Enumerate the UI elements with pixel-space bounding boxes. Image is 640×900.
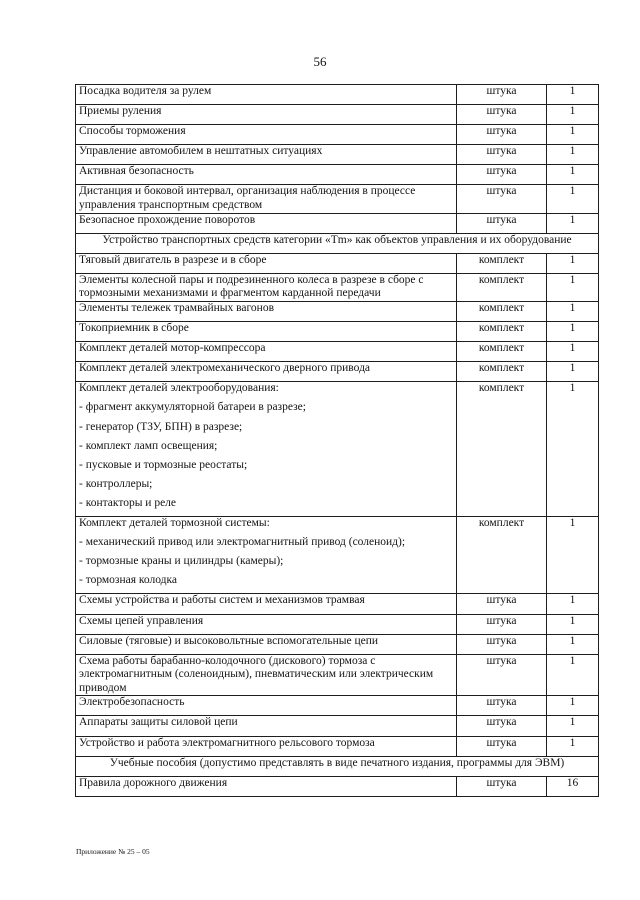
group-unit: комплект — [457, 517, 547, 537]
table-row — [76, 273, 599, 301]
empty-cell — [547, 459, 599, 478]
item-qty: 1 — [547, 696, 599, 716]
item-name: Силовые (тяговые) и высоковольтные вспомогательные цепи — [76, 634, 457, 654]
group-subitem-row — [76, 497, 599, 517]
item-qty: 1 — [547, 145, 599, 165]
table-body — [76, 85, 599, 797]
item-unit: комплект — [457, 362, 547, 382]
table-row — [76, 634, 599, 654]
item-unit: штука — [457, 213, 547, 233]
item-unit: штука — [457, 125, 547, 145]
group-subitem-row — [76, 401, 599, 420]
item-qty: 1 — [547, 125, 599, 145]
table-row — [76, 125, 599, 145]
group-subitem-row — [76, 478, 599, 497]
group-subitem: - тормозные краны и цилиндры (камеры); — [76, 555, 457, 574]
item-name: Токоприемник в сборе — [76, 322, 457, 342]
item-name: Безопасное прохождение поворотов — [76, 213, 457, 233]
empty-cell — [457, 574, 547, 594]
table-row — [76, 105, 599, 125]
table-row — [76, 253, 599, 273]
table-row — [76, 776, 599, 796]
section-header-row — [76, 756, 599, 776]
item-unit: штука — [457, 716, 547, 736]
item-name: Посадка водителя за рулем — [76, 85, 457, 105]
item-qty: 1 — [547, 273, 599, 301]
item-name: Схема работы барабанно-колодочного (дискового) тормоза с электромагнитным (соленоидным), пневматическим или электрическим приводом — [76, 654, 457, 696]
item-unit: комплект — [457, 342, 547, 362]
item-qty: 1 — [547, 736, 599, 756]
item-qty: 1 — [547, 253, 599, 273]
table-row — [76, 736, 599, 756]
group-subitem-row — [76, 440, 599, 459]
item-qty: 1 — [547, 85, 599, 105]
item-name: Управление автомобилем в нештатных ситуациях — [76, 145, 457, 165]
section-header-row — [76, 233, 599, 253]
item-unit: комплект — [457, 253, 547, 273]
page-number: 56 — [313, 54, 327, 69]
empty-cell — [457, 421, 547, 440]
group-row — [76, 517, 599, 537]
item-qty: 1 — [547, 105, 599, 125]
item-unit: комплект — [457, 302, 547, 322]
item-qty: 1 — [547, 614, 599, 634]
item-name: Способы торможения — [76, 125, 457, 145]
empty-cell — [457, 401, 547, 420]
item-name: Элементы колесной пары и подрезиненного колеса в разрезе в сборе с тормозными механизмами и фрагментом карданной передачи — [76, 273, 457, 301]
item-unit: штука — [457, 614, 547, 634]
empty-cell — [547, 478, 599, 497]
item-qty: 16 — [547, 776, 599, 796]
empty-cell — [457, 459, 547, 478]
table-row — [76, 213, 599, 233]
table-row — [76, 654, 599, 696]
item-qty: 1 — [547, 213, 599, 233]
group-subitem: - фрагмент аккумуляторной батареи в разрезе; — [76, 401, 457, 420]
empty-cell — [457, 497, 547, 517]
group-subitem-row — [76, 459, 599, 478]
group-subitem: - генератор (ТЗУ, БПН) в разрезе; — [76, 421, 457, 440]
item-unit: штука — [457, 634, 547, 654]
item-name: Комплект деталей электромеханического дверного привода — [76, 362, 457, 382]
group-subitem-row — [76, 574, 599, 594]
table-row — [76, 362, 599, 382]
item-unit: штука — [457, 105, 547, 125]
group-unit: комплект — [457, 382, 547, 402]
table-row — [76, 696, 599, 716]
table-row — [76, 614, 599, 634]
group-subitem-row — [76, 555, 599, 574]
item-qty: 1 — [547, 362, 599, 382]
group-name: Комплект деталей тормозной системы: — [76, 517, 457, 537]
empty-cell — [457, 536, 547, 555]
item-unit: штука — [457, 776, 547, 796]
empty-cell — [457, 478, 547, 497]
item-unit: штука — [457, 696, 547, 716]
item-qty: 1 — [547, 185, 599, 213]
footer-note: Приложение № 25 – 05 — [76, 847, 150, 856]
group-subitem: - механический привод или электромагнитный привод (соленоид); — [76, 536, 457, 555]
group-subitem-row — [76, 421, 599, 440]
table-row — [76, 165, 599, 185]
item-unit: комплект — [457, 322, 547, 342]
group-subitem: - комплект ламп освещения; — [76, 440, 457, 459]
item-name: Правила дорожного движения — [76, 776, 457, 796]
item-name: Приемы руления — [76, 105, 457, 125]
table-row — [76, 145, 599, 165]
item-qty: 1 — [547, 594, 599, 614]
table-row — [76, 322, 599, 342]
table-row — [76, 185, 599, 213]
empty-cell — [547, 440, 599, 459]
item-name: Элементы тележек трамвайных вагонов — [76, 302, 457, 322]
item-name: Тяговый двигатель в разрезе и в сборе — [76, 253, 457, 273]
group-subitem: - пусковые и тормозные реостаты; — [76, 459, 457, 478]
group-subitem: - контакторы и реле — [76, 497, 457, 517]
empty-cell — [547, 497, 599, 517]
empty-cell — [547, 555, 599, 574]
item-name: Комплект деталей мотор-компрессора — [76, 342, 457, 362]
item-name: Схемы цепей управления — [76, 614, 457, 634]
item-qty: 1 — [547, 342, 599, 362]
table-row — [76, 716, 599, 736]
section-title: Устройство транспортных средств категории «Tm» как объектов управления и их оборудование — [76, 233, 599, 253]
item-name: Электробезопасность — [76, 696, 457, 716]
empty-cell — [547, 401, 599, 420]
item-qty: 1 — [547, 654, 599, 696]
empty-cell — [547, 421, 599, 440]
item-qty: 1 — [547, 716, 599, 736]
empty-cell — [547, 574, 599, 594]
group-row — [76, 382, 599, 402]
group-qty: 1 — [547, 517, 599, 537]
equipment-table — [75, 84, 599, 797]
empty-cell — [547, 536, 599, 555]
item-name: Схемы устройства и работы систем и механизмов трамвая — [76, 594, 457, 614]
item-qty: 1 — [547, 302, 599, 322]
item-unit: штука — [457, 736, 547, 756]
section-title: Учебные пособия (допустимо представлять в виде печатного издания, программы для ЭВМ) — [76, 756, 599, 776]
item-unit: штука — [457, 85, 547, 105]
table-row — [76, 594, 599, 614]
item-name: Устройство и работа электромагнитного рельсового тормоза — [76, 736, 457, 756]
group-name: Комплект деталей электрооборудования: — [76, 382, 457, 402]
item-unit: штука — [457, 165, 547, 185]
item-unit: штука — [457, 654, 547, 696]
item-unit: штука — [457, 594, 547, 614]
group-subitem-row — [76, 536, 599, 555]
item-qty: 1 — [547, 165, 599, 185]
item-unit: штука — [457, 185, 547, 213]
item-qty: 1 — [547, 634, 599, 654]
item-unit: комплект — [457, 273, 547, 301]
table-row — [76, 302, 599, 322]
table-row — [76, 85, 599, 105]
item-name: Активная безопасность — [76, 165, 457, 185]
group-subitem: - контроллеры; — [76, 478, 457, 497]
group-qty: 1 — [547, 382, 599, 402]
item-name: Дистанция и боковой интервал, организация наблюдения в процессе управления транспортным средством — [76, 185, 457, 213]
item-unit: штука — [457, 145, 547, 165]
item-name: Аппараты защиты силовой цепи — [76, 716, 457, 736]
empty-cell — [457, 440, 547, 459]
empty-cell — [457, 555, 547, 574]
group-subitem: - тормозная колодка — [76, 574, 457, 594]
table-row — [76, 342, 599, 362]
item-qty: 1 — [547, 322, 599, 342]
